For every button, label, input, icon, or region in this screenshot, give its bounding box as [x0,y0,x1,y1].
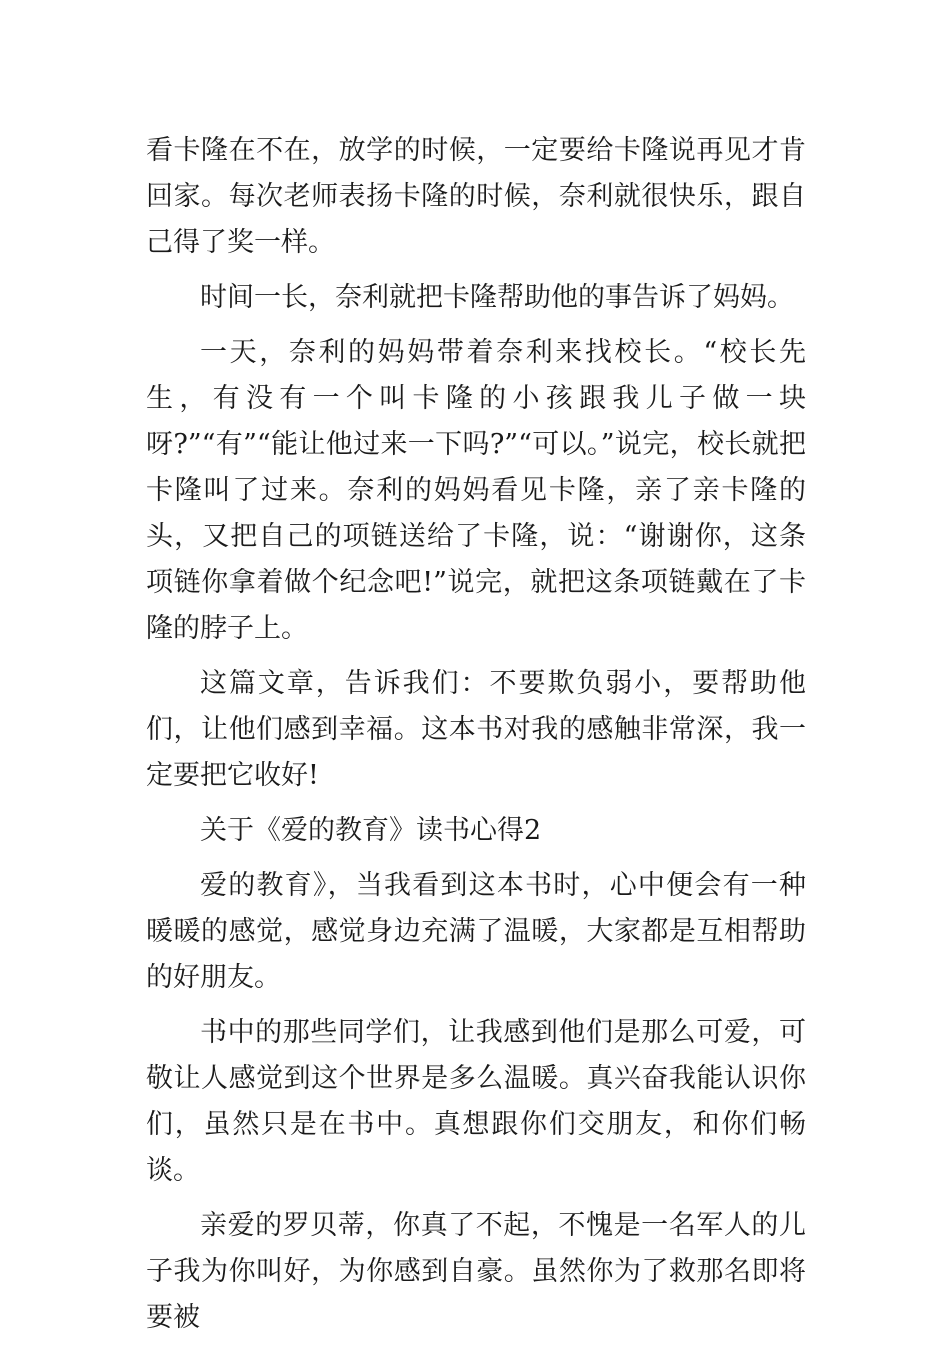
paragraph-5: 爱的教育》，当我看到这本书时，心中便会有一种暖暖的感觉，感觉身边充满了温暖，大家都是互相帮助的好朋友。 [146,870,806,993]
section-heading: 关于《爱的教育》读书心得2 [200,815,542,846]
paragraph-1: 看卡隆在不在，放学的时候，一定要给卡隆说再见才肯回家。每次老师表扬卡隆的时候，奈利就很快乐，跟自己得了奖一样。 [146,135,806,258]
paragraph-6: 书中的那些同学们，让我感到他们是那么可爱，可敬让人感觉到这个世界是多么温暖。真兴奋我能认识你们，虽然只是在书中。真想跟你们交朋友，和你们畅谈。 [146,1017,806,1186]
paragraph-2: 时间一长，奈利就把卡隆帮助他的事告诉了妈妈。 [200,282,794,313]
paragraph-7: 亲爱的罗贝蒂，你真了不起，不愧是一名军人的儿子我为你叫好，为你感到自豪。虽然你为了救那名即将要被 [146,1210,806,1333]
paragraph-4: 这篇文章，告诉我们：不要欺负弱小，要帮助他们，让他们感到幸福。这本书对我的感触非常深，我一定要把它收好! [146,668,806,791]
document-body [146,128,806,1350]
paragraph-3: 一天，奈利的妈妈带着奈利来找校长。“校长先生，有没有一个叫卡隆的小孩跟我儿子做一块呀?”“有”“能让他过来一下吗?”“可以。”说完，校长就把卡隆叫了过来。奈利的妈妈看见卡隆，亲了亲卡隆的头，又把自己的项链送给了卡隆，说：“谢谢你，这条项链你拿着做个纪念吧!”说完，就把这条项链戴在了卡隆的脖子上。 [146,337,806,644]
